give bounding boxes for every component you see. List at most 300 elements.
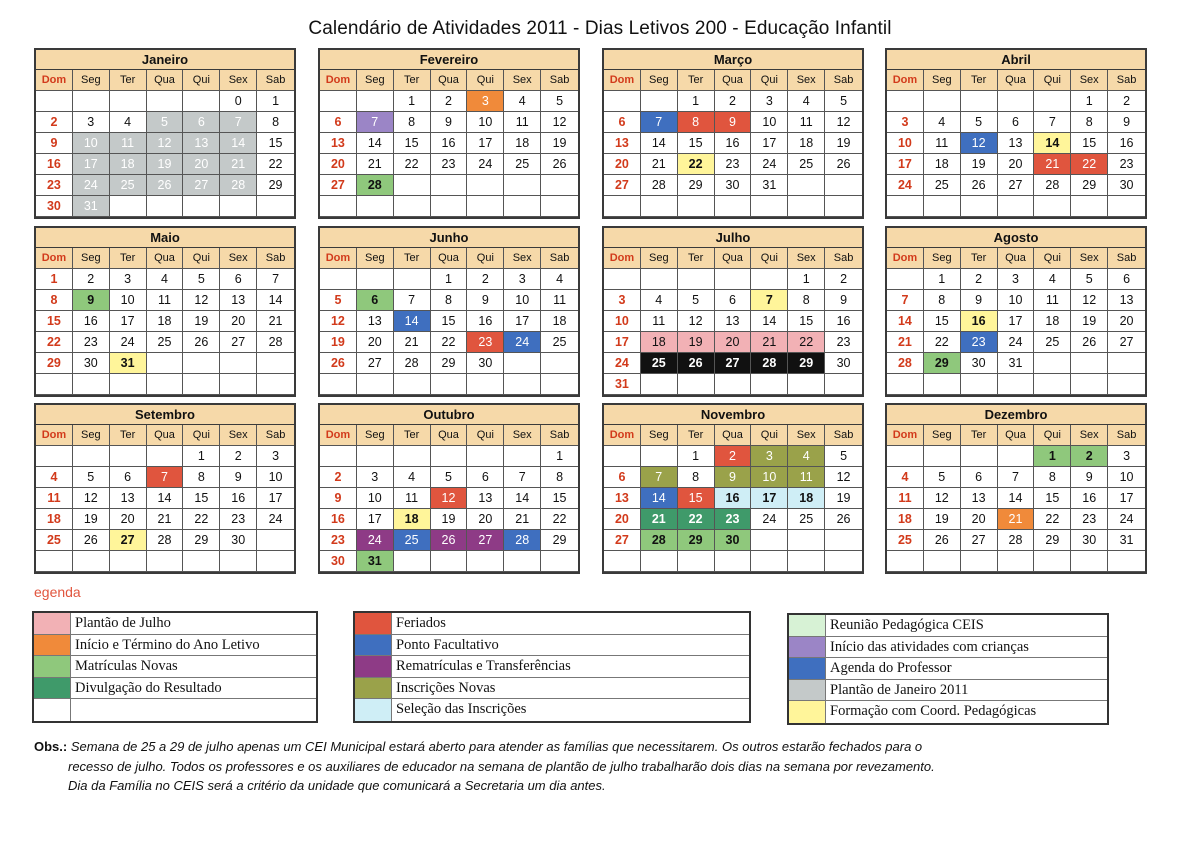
day-cell: 10 [604,311,641,332]
day-cell: 1 [678,446,715,467]
day-cell: 10 [1108,467,1145,488]
day-cell: 9 [431,112,468,133]
day-cell: 10 [73,133,110,154]
empty-cell [36,91,73,112]
day-cell: 4 [541,269,578,290]
weekday-header: Ter [961,70,998,91]
empty-cell [678,196,715,217]
day-cell: 19 [183,311,220,332]
legend-swatch [789,658,826,679]
day-cell: 24 [1108,509,1145,530]
day-cell: 13 [220,290,257,311]
day-cell: 23 [431,154,468,175]
obs-line-1: Semana de 25 a 29 de julho apenas um CEI Municipal estará aberto para atender as famílias que necessitarem. Os outros estarão fechados para o [70,739,923,754]
day-cell: 28 [257,332,294,353]
weekday-header: Qua [147,70,184,91]
empty-cell [504,446,541,467]
empty-cell [504,175,541,196]
legend-swatch [34,613,71,634]
day-cell: 13 [961,488,998,509]
day-cell: 6 [110,467,147,488]
day-cell: 12 [1071,290,1108,311]
weekday-header: Dom [36,70,73,91]
day-cell: 30 [320,551,357,572]
month-name: Maio [36,228,294,248]
day-cell: 9 [715,467,752,488]
day-cell: 27 [220,332,257,353]
observation-note [34,737,1054,796]
day-cell: 12 [431,488,468,509]
weekday-header: Seg [73,248,110,269]
weekday-header: Qui [183,70,220,91]
day-cell: 26 [147,175,184,196]
empty-cell [641,446,678,467]
day-cell: 16 [36,154,73,175]
weekday-header: Seg [73,425,110,446]
empty-cell [604,551,641,572]
day-cell: 31 [751,175,788,196]
month-outubro [318,403,580,574]
legend-swatch [34,678,71,699]
day-cell: 10 [504,290,541,311]
day-cell: 3 [467,91,504,112]
day-cell: 8 [394,112,431,133]
empty-cell [394,269,431,290]
weekday-header: Sex [504,248,541,269]
empty-cell [788,175,825,196]
day-cell: 12 [320,311,357,332]
empty-cell [788,530,825,551]
empty-cell [110,91,147,112]
weekday-header: Ter [961,425,998,446]
day-cell: 17 [751,133,788,154]
day-cell: 18 [394,509,431,530]
day-cell: 2 [715,446,752,467]
day-cell: 12 [825,112,862,133]
legend-label: Divulgação do Resultado [75,679,222,696]
weekday-header: Dom [320,425,357,446]
empty-cell [147,353,184,374]
empty-cell [220,374,257,395]
empty-cell [320,196,357,217]
day-cell: 27 [604,530,641,551]
day-cell: 19 [320,332,357,353]
day-cell: 8 [431,290,468,311]
day-cell: 30 [1108,175,1145,196]
day-cell: 23 [715,154,752,175]
empty-cell [357,374,394,395]
day-cell: 12 [825,467,862,488]
month-name: Fevereiro [320,50,578,70]
legend-label: Feriados [396,615,446,631]
legend-swatch [355,699,392,721]
legend-label: Plantão de Julho [75,615,171,631]
day-cell: 7 [998,467,1035,488]
day-cell: 29 [183,530,220,551]
day-cell: 1 [431,269,468,290]
legend-group-1 [32,611,318,723]
month-agosto [885,226,1147,397]
day-cell: 11 [541,290,578,311]
empty-cell [110,374,147,395]
day-cell: 18 [147,311,184,332]
day-cell: 11 [924,133,961,154]
empty-cell [751,374,788,395]
day-cell: 27 [110,530,147,551]
month-setembro [34,403,296,574]
legend-item [355,613,749,635]
day-cell: 11 [641,311,678,332]
empty-cell [320,269,357,290]
day-cell: 13 [715,311,752,332]
day-cell: 9 [320,488,357,509]
empty-cell [825,196,862,217]
day-cell: 20 [220,311,257,332]
day-cell: 4 [641,290,678,311]
empty-cell [541,353,578,374]
empty-cell [715,269,752,290]
day-cell: 10 [751,467,788,488]
day-cell: 14 [1034,133,1071,154]
empty-cell [641,91,678,112]
empty-cell [73,446,110,467]
empty-cell [678,269,715,290]
legend-item [355,656,749,678]
day-cell: 20 [467,509,504,530]
day-cell: 21 [751,332,788,353]
day-cell: 17 [604,332,641,353]
day-cell: 24 [110,332,147,353]
obs-line-2: recesso de julho. Todos os professores e os auxiliares de educador na semana de plantão de julho trabalharão dois dias na semana por revezamento. [68,758,935,774]
empty-cell [467,551,504,572]
day-cell: 2 [1071,446,1108,467]
day-cell: 27 [604,175,641,196]
empty-cell [961,196,998,217]
weekday-header: Sex [220,70,257,91]
day-cell: 16 [715,133,752,154]
day-cell: 12 [147,133,184,154]
day-cell: 2 [961,269,998,290]
day-cell: 16 [320,509,357,530]
empty-cell [541,374,578,395]
empty-cell [887,91,924,112]
day-cell: 25 [887,530,924,551]
day-cell: 16 [715,488,752,509]
day-cell: 27 [961,530,998,551]
day-cell: 9 [825,290,862,311]
empty-cell [257,374,294,395]
weekday-header: Ter [394,425,431,446]
day-cell: 11 [1034,290,1071,311]
day-cell: 26 [320,353,357,374]
day-cell: 14 [394,311,431,332]
day-cell: 10 [467,112,504,133]
empty-cell [1108,374,1145,395]
day-cell: 6 [1108,269,1145,290]
empty-cell [73,374,110,395]
legend-label: Ponto Facultativo [396,636,499,653]
day-cell: 29 [431,353,468,374]
day-cell: 3 [1108,446,1145,467]
empty-cell [394,175,431,196]
empty-cell [825,551,862,572]
day-cell: 1 [924,269,961,290]
day-cell: 15 [678,133,715,154]
weekday-header: Qua [147,425,184,446]
empty-cell [220,353,257,374]
day-cell: 19 [431,509,468,530]
day-cell: 26 [825,509,862,530]
day-cell: 7 [257,269,294,290]
empty-cell [110,446,147,467]
day-cell: 25 [1034,332,1071,353]
day-cell: 22 [678,509,715,530]
day-cell: 17 [357,509,394,530]
empty-cell [788,374,825,395]
empty-cell [183,196,220,217]
empty-cell [715,374,752,395]
day-cell: 4 [394,467,431,488]
weekday-header: Seg [73,70,110,91]
day-cell: 2 [431,91,468,112]
weekday-header: Dom [320,248,357,269]
day-cell: 3 [357,467,394,488]
legend-swatch [34,699,71,721]
day-cell: 3 [751,446,788,467]
empty-cell [715,196,752,217]
weekday-header: Qui [183,425,220,446]
day-cell: 15 [924,311,961,332]
day-cell: 20 [604,509,641,530]
weekday-header: Qui [1034,248,1071,269]
empty-cell [147,91,184,112]
day-cell: 31 [110,353,147,374]
legend-swatch [355,613,392,634]
day-cell: 22 [1034,509,1071,530]
month-julho [602,226,864,397]
day-cell: 7 [641,112,678,133]
day-cell: 25 [641,353,678,374]
legend-swatch [34,635,71,656]
day-cell: 4 [788,91,825,112]
legend-label: Rematrículas e Transferências [396,658,571,674]
weekday-header: Qui [183,248,220,269]
legend-label: Início e Término do Ano Letivo [75,636,260,653]
weekday-header: Qua [431,425,468,446]
weekday-header: Sex [220,248,257,269]
empty-cell [825,374,862,395]
day-cell: 6 [320,112,357,133]
legend-item [34,635,316,657]
empty-cell [604,196,641,217]
day-cell: 20 [715,332,752,353]
empty-cell [467,175,504,196]
day-cell: 26 [961,175,998,196]
weekday-header: Ter [110,425,147,446]
empty-cell [887,374,924,395]
empty-cell [147,374,184,395]
day-cell: 4 [924,112,961,133]
day-cell: 19 [541,133,578,154]
empty-cell [357,446,394,467]
empty-cell [431,446,468,467]
day-cell: 26 [541,154,578,175]
day-cell: 16 [467,311,504,332]
day-cell: 2 [320,467,357,488]
day-cell: 5 [924,467,961,488]
day-cell: 28 [357,175,394,196]
day-cell: 21 [1034,154,1071,175]
empty-cell [641,196,678,217]
weekday-header: Seg [641,248,678,269]
day-cell: 11 [147,290,184,311]
day-cell: 3 [998,269,1035,290]
day-cell: 17 [257,488,294,509]
empty-cell [825,175,862,196]
empty-cell [431,551,468,572]
day-cell: 18 [36,509,73,530]
day-cell: 30 [825,353,862,374]
empty-cell [998,551,1035,572]
day-cell: 13 [604,488,641,509]
day-cell: 12 [678,311,715,332]
day-cell: 5 [678,290,715,311]
day-cell: 11 [394,488,431,509]
legend-label: Formação com Coord. Pedagógicas [830,703,1037,719]
day-cell: 13 [357,311,394,332]
empty-cell [431,196,468,217]
day-cell: 6 [357,290,394,311]
empty-cell [788,551,825,572]
day-cell: 8 [678,467,715,488]
day-cell: 26 [1071,332,1108,353]
day-cell: 27 [357,353,394,374]
day-cell: 3 [73,112,110,133]
day-cell: 26 [924,530,961,551]
day-cell: 20 [998,154,1035,175]
empty-cell [1071,196,1108,217]
day-cell: 21 [887,332,924,353]
empty-cell [183,374,220,395]
month-maio [34,226,296,397]
weekday-header: Dom [604,425,641,446]
weekday-header: Sab [541,425,578,446]
weekday-header: Sab [541,248,578,269]
weekday-header: Ter [394,248,431,269]
day-cell: 23 [1108,154,1145,175]
weekday-header: Qua [998,425,1035,446]
day-cell: 22 [924,332,961,353]
day-cell: 5 [183,269,220,290]
day-cell: 9 [220,467,257,488]
empty-cell [541,196,578,217]
day-cell: 23 [320,530,357,551]
day-cell: 2 [36,112,73,133]
empty-cell [998,374,1035,395]
empty-cell [887,551,924,572]
day-cell: 15 [183,488,220,509]
empty-cell [257,353,294,374]
empty-cell [504,374,541,395]
weekday-header: Qua [715,248,752,269]
weekday-header: Dom [604,248,641,269]
day-cell: 3 [257,446,294,467]
day-cell: 2 [220,446,257,467]
day-cell: 29 [678,175,715,196]
weekday-header: Sab [257,425,294,446]
legend-title: egenda [34,584,81,600]
month-name: Junho [320,228,578,248]
weekday-header: Sab [825,425,862,446]
day-cell: 14 [751,311,788,332]
empty-cell [36,551,73,572]
empty-cell [604,269,641,290]
month-name: Agosto [887,228,1145,248]
legend-group-2 [353,611,751,723]
legend-swatch [789,615,826,636]
day-cell: 19 [961,154,998,175]
weekday-header: Sex [788,248,825,269]
day-cell: 9 [467,290,504,311]
day-cell: 21 [998,509,1035,530]
day-cell: 17 [504,311,541,332]
empty-cell [357,196,394,217]
day-cell: 5 [961,112,998,133]
weekday-header: Seg [357,70,394,91]
weekday-header: Qua [715,425,752,446]
day-cell: 25 [788,154,825,175]
day-cell: 16 [961,311,998,332]
day-cell: 6 [715,290,752,311]
day-cell: 29 [924,353,961,374]
legend-item [34,656,316,678]
day-cell: 1 [788,269,825,290]
day-cell: 15 [394,133,431,154]
weekday-header: Sab [257,248,294,269]
day-cell: 15 [678,488,715,509]
empty-cell [998,446,1035,467]
legend-swatch [355,678,392,699]
day-cell: 11 [504,112,541,133]
empty-cell [394,551,431,572]
day-cell: 27 [320,175,357,196]
day-cell: 15 [257,133,294,154]
weekday-header: Sex [788,70,825,91]
day-cell: 23 [825,332,862,353]
empty-cell [715,551,752,572]
day-cell: 20 [110,509,147,530]
day-cell: 11 [788,112,825,133]
empty-cell [431,374,468,395]
weekday-header: Dom [320,70,357,91]
day-cell: 6 [604,112,641,133]
weekday-header: Seg [641,70,678,91]
legend-swatch [355,635,392,656]
month-name: Dezembro [887,405,1145,425]
day-cell: 7 [394,290,431,311]
empty-cell [961,91,998,112]
day-cell: 1 [257,91,294,112]
day-cell: 7 [147,467,184,488]
empty-cell [641,551,678,572]
day-cell: 25 [788,509,825,530]
day-cell: 25 [924,175,961,196]
day-cell: 19 [1071,311,1108,332]
day-cell: 1 [1034,446,1071,467]
empty-cell [924,446,961,467]
day-cell: 16 [1071,488,1108,509]
empty-cell [110,196,147,217]
